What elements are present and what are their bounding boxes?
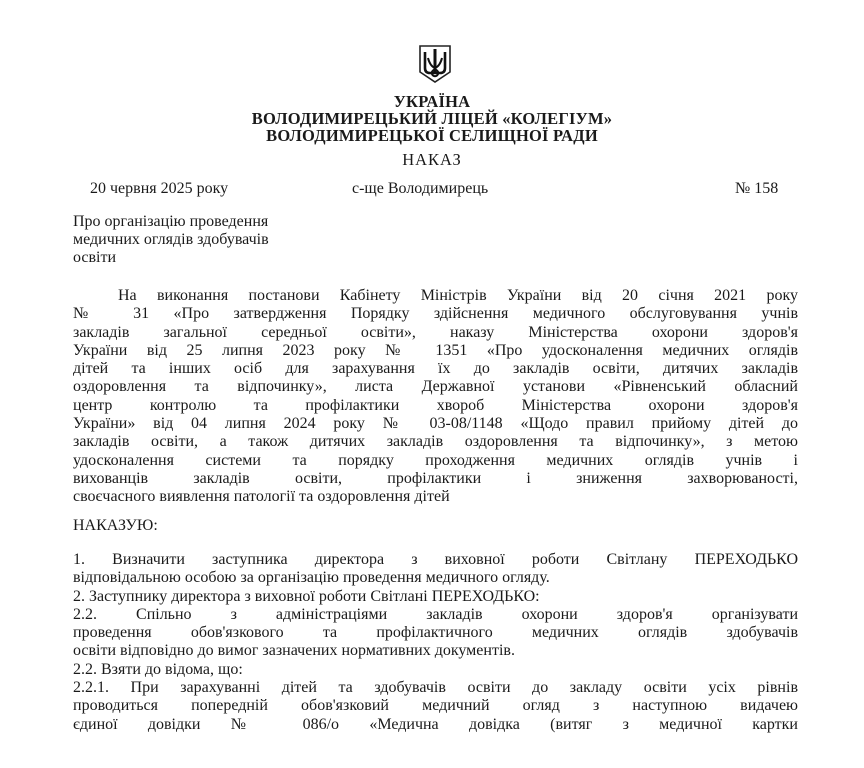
order-item-line: 2. Заступнику директора з виховної роботи Світлані ПЕРЕХОДЬКО: — [73, 587, 540, 605]
order-item-line: 2.2. Спільно з адміністраціями закладів охорони здоров'я організувати — [73, 605, 798, 623]
coat-of-arms-trident-icon — [418, 44, 452, 84]
preamble-line: України від 25 липня 2023 року № 1351 «Про удосконалення медичних оглядів — [73, 341, 798, 359]
preamble-line: удосконалення системи та порядку проходження медичних оглядів учнів і — [73, 451, 798, 469]
preamble-line: центр контролю та профілактики хвороб Міністерства охорони здоров'я — [73, 396, 798, 414]
order-item-line: відповідальною особою за організацію проведення медичного огляду. — [73, 569, 550, 587]
preamble-line: закладів освіти, а також дитячих закладів оздоровлення та відпочинку», з метою — [73, 433, 798, 451]
order-items — [73, 551, 798, 734]
subject-line: Про організацію проведення — [73, 213, 269, 230]
order-item-line: 2.2.1. При зарахуванні дітей та здобувачів освіти до закладу освіти усіх рівнів — [73, 679, 798, 697]
order-item-line: 2.2. Взяти до відома, що: — [73, 660, 243, 678]
preamble-line: України» від 04 липня 2024 року № 03-08/1148 «Щодо правил прийому дітей до — [73, 415, 798, 433]
preamble-line: На виконання постанови Кабінету Міністрів України від 20 січня 2021 року — [118, 287, 798, 304]
order-item-line: проведення обов'язкового та профілактичного медичних оглядів здобувачів — [73, 624, 798, 642]
order-place: с-ще Володимирець — [352, 180, 489, 197]
subject-line: медичних оглядів здобувачів — [73, 231, 269, 248]
subject-line: освіти — [73, 249, 117, 266]
ordering-word: НАКАЗУЮ: — [73, 517, 158, 534]
preamble-paragraph — [73, 287, 798, 507]
header-institution: ВОЛОДИМИРЕЦЬКИЙ ЛІЦЕЙ «КОЛЕГІУМ» — [251, 109, 613, 128]
preamble-line: дітей та інших осіб для зарахування їх до закладів освіти, дитячих закладів — [73, 360, 798, 378]
order-item-line: єдиної довідки № 086/о «Медична довідка (витяг з медичної картки — [73, 715, 798, 733]
order-item-line: освіти відповідно до вимог зазначених нормативних документів. — [73, 642, 515, 660]
document-type-title: НАКАЗ — [402, 150, 462, 169]
header-council: ВОЛОДИМИРЕЦЬКОЇ СЕЛИЩНОЇ РАДИ — [266, 126, 598, 145]
preamble-line: оздоровлення та відпочинку», листа Державної установи «Рівненський обласний — [73, 378, 798, 396]
order-date: 20 червня 2025 року — [90, 180, 229, 197]
order-item-line: 1. Визначити заступника директора з виховної роботи Світлану ПЕРЕХОДЬКО — [73, 551, 798, 568]
order-item-line: проводиться попередній обов'язковий медичний огляд з наступною видачею — [73, 697, 798, 715]
preamble-line: вихованців закладів освіти, профілактики і зниження захворюваності, — [73, 469, 798, 487]
order-number: № 158 — [735, 180, 779, 197]
preamble-line: № 31 «Про затвердження Порядку здійснення медичного обслуговування учнів — [73, 305, 798, 323]
preamble-line: закладів загальної середньої освіти», наказу Міністерства охорони здоров'я — [73, 323, 798, 341]
header-country: УКРАЇНА — [393, 92, 471, 111]
order-subject — [73, 213, 373, 267]
preamble-line: своєчасного виявлення патології та оздоровлення дітей — [73, 488, 450, 506]
